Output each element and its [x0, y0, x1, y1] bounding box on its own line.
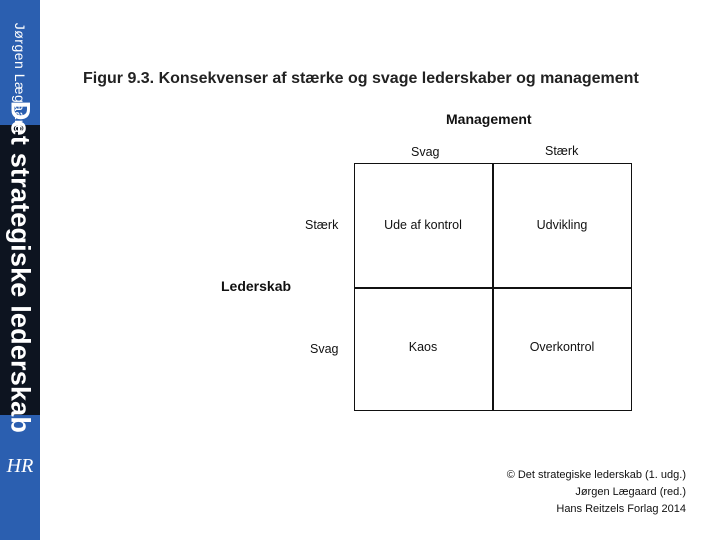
cell-overkontrol: Overkontrol: [529, 340, 595, 354]
spine-author: Jørgen Lægaard: [12, 22, 28, 134]
row-header-staerk: Stærk: [305, 218, 339, 232]
copyright-line-1: © Det strategiske lederskab (1. udg.): [506, 469, 686, 481]
publisher-logo: [6, 455, 34, 478]
copyright-line-3: Hans Reitzels Forlag 2014: [556, 503, 686, 515]
copyright-notice: [507, 467, 686, 518]
copyright-line-2: Jørgen Lægaard (red.): [575, 486, 686, 498]
matrix-horizontal-divider: [354, 287, 632, 289]
publisher-logo-text: HR: [6, 455, 34, 477]
column-header-svag: Svag: [411, 145, 440, 159]
figure-title: Figur 9.3. Konsekvenser af stærke og svage lederskaber og management: [83, 70, 639, 87]
spine-book-title: Det strategiske lederskab: [5, 100, 36, 434]
cell-udvikling: Udvikling: [536, 218, 588, 232]
column-axis-label: Management: [446, 111, 532, 127]
column-header-staerk: Stærk: [545, 144, 579, 158]
cell-ude-af-kontrol: Ude af kontrol: [384, 218, 462, 232]
cell-kaos: Kaos: [408, 340, 438, 354]
row-axis-label: Lederskab: [221, 278, 292, 294]
row-header-svag: Svag: [310, 342, 339, 356]
